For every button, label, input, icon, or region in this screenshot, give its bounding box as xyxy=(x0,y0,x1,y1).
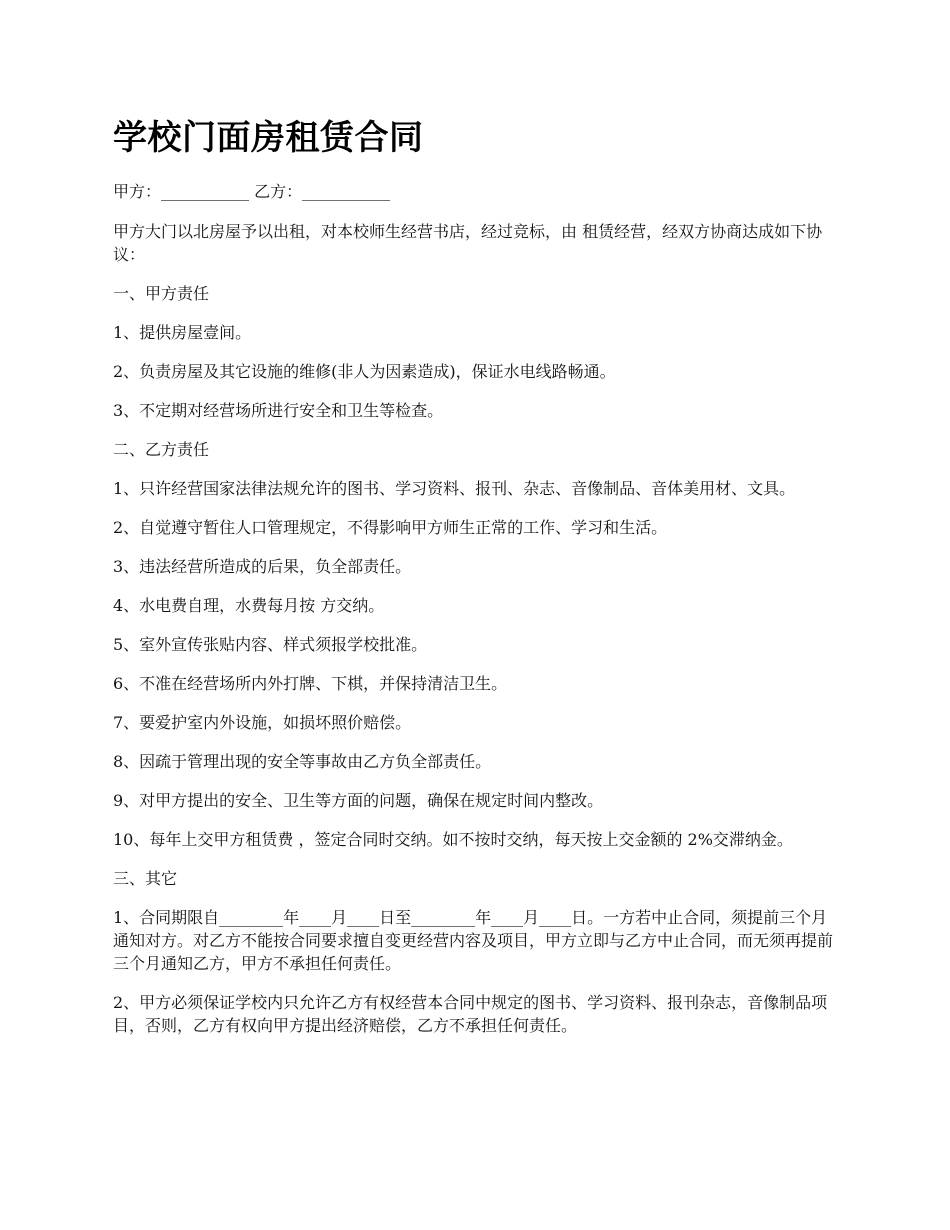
clause-b-10: 10、每年上交甲方租赁费 ，签定合同时交纳。如不按时交纳，每天按上交金额的 2%交滞纳金。 xyxy=(113,830,793,849)
clause-a-3: 3、不定期对经营场所进行安全和卫生等检查。 xyxy=(113,401,444,420)
section-heading-party-a: 一、甲方责任 xyxy=(113,284,210,303)
clause-a-2: 2、负责房屋及其它设施的维修(非人为因素造成)，保证水电线路畅通。 xyxy=(113,362,616,381)
section-heading-party-b: 二、乙方责任 xyxy=(113,440,210,459)
clause-b-4: 4、水电费自理，水费每月按 方交纳。 xyxy=(113,596,385,615)
clause-b-9: 9、对甲方提出的安全、卫生等方面的问题，确保在规定时间内整改。 xyxy=(113,791,604,810)
parties-line: 甲方：___________ 乙方：___________ xyxy=(113,182,391,201)
clause-c-2: 2、甲方必须保证学校内只允许乙方有权经营本合同中规定的图书、学习资料、报刊杂志，音像制品项目，否则，乙方有权向甲方提出经济赔偿，乙方不承担任何责任。 xyxy=(113,993,828,1035)
clause-b-2: 2、自觉遵守暂住人口管理规定，不得影响甲方师生正常的工作、学习和生活。 xyxy=(113,518,668,537)
clause-b-3: 3、违法经营所造成的后果，负全部责任。 xyxy=(113,557,412,576)
clause-b-6: 6、不准在经营场所内外打牌、下棋，并保持清洁卫生。 xyxy=(113,674,508,693)
clause-c-1: 1、合同期限自________年____月____日至________年____月____日。一方若中止合同，须提前三个月通知对方。对乙方不能按合同要求擅自变更经营内容及项目，甲方立即与乙方中止合同，而无须再提前三个月通知乙方，甲方不承担任何责任。 xyxy=(113,908,834,973)
clause-a-1: 1、提供房屋壹间。 xyxy=(113,323,252,342)
contract-page xyxy=(113,112,841,1037)
clause-b-7: 7、要爱护室内外设施，如损坏照价赔偿。 xyxy=(113,713,412,732)
document-title: 学校门面房租赁合同 xyxy=(113,118,424,158)
clause-b-1: 1、只许经营国家法律法规允许的图书、学习资料、报刊、杂志、音像制品、音体美用材、文具。 xyxy=(113,479,796,498)
clause-b-8: 8、因疏于管理出现的安全等事故由乙方负全部责任。 xyxy=(113,752,492,771)
intro-paragraph: 甲方大门以北房屋予以出租，对本校师生经营书店，经过竞标，由 租赁经营，经双方协商达成如下协议： xyxy=(113,222,823,264)
clause-b-5: 5、室外宣传张贴内容、样式须报学校批准。 xyxy=(113,635,428,654)
section-heading-other: 三、其它 xyxy=(113,869,178,888)
